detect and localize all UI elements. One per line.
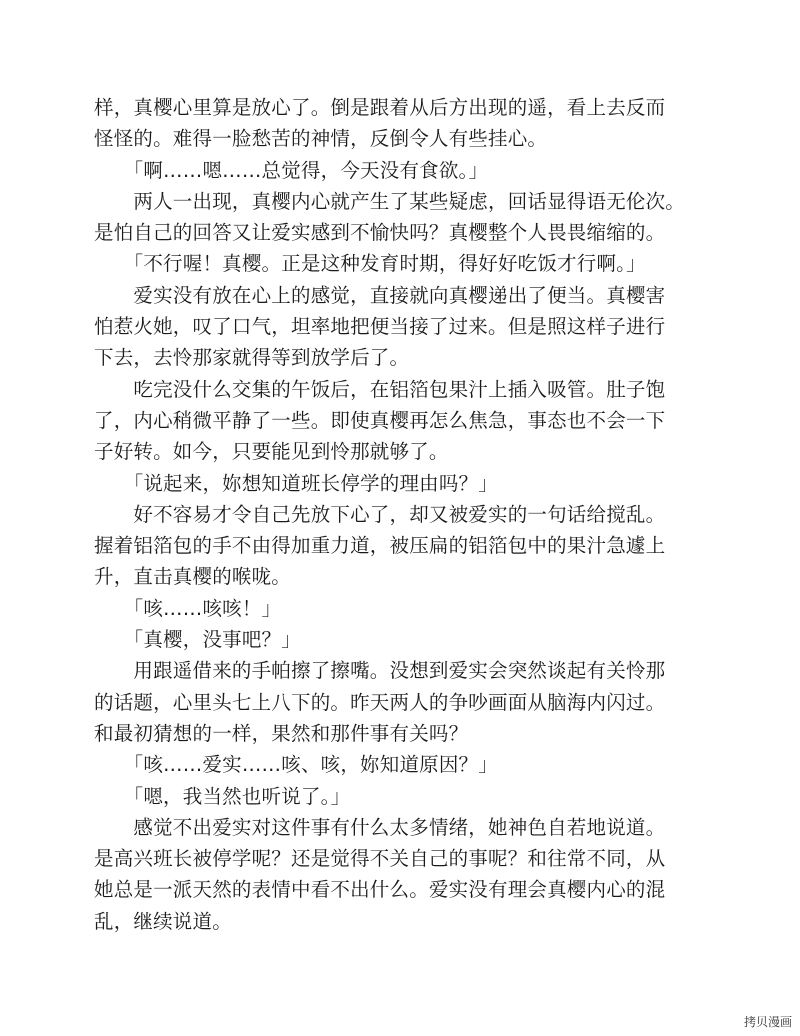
text-line: 是高兴班长被停学呢？还是觉得不关自己的事呢？和往常不同，从 xyxy=(94,847,666,871)
text-line: 怪怪的。难得一脸愁苦的神情，反倒令人有些挂心。 xyxy=(94,127,548,151)
text-line: 爱实没有放在心上的感觉，直接就向真樱递出了便当。真樱害 xyxy=(94,283,666,307)
text-line: 感觉不出爱实对这件事有什么太多情绪，她神色自若地说道。 xyxy=(94,815,666,839)
dialogue-line: 「不行喔！真樱。正是这种发育时期，得好好吃饭才行啊。」 xyxy=(94,252,646,276)
text-line: 两人一出现，真樱内心就产生了某些疑虑，回话显得语无伦次。 xyxy=(94,189,686,213)
text-line: 乱，继续说道。 xyxy=(94,909,232,933)
text-line: 是怕自己的回答又让爱实感到不愉快吗？真樱整个人畏畏缩缩的。 xyxy=(94,221,666,245)
text-line: 握着铝箔包的手不由得加重力道，被压扁的铝箔包中的果汁急遽上 xyxy=(94,534,666,558)
body-text xyxy=(94,92,734,937)
text-line: 她总是一派天然的表情中看不出什么。爱实没有理会真樱内心的混 xyxy=(94,878,666,902)
dialogue-line: 「真樱，没事吧？」 xyxy=(94,628,301,652)
text-line: 子好转。如今，只要能见到怜那就够了。 xyxy=(94,440,449,464)
text-line: 好不容易才令自己先放下心了，却又被爱实的一句话给搅乱。 xyxy=(94,502,666,526)
watermark: 拷贝漫画 xyxy=(743,1015,792,1029)
dialogue-line: 「啊……嗯……总觉得，今天没有食欲。」 xyxy=(94,158,489,182)
text-line: 吃完没什么交集的午饭后，在铝箔包果汁上插入吸管。肚子饱 xyxy=(94,377,666,401)
text-line: 升，直击真樱的喉咙。 xyxy=(94,565,292,589)
dialogue-line: 「咳……咳咳！」 xyxy=(94,596,282,620)
text-line: 的话题，心里头七上八下的。昨天两人的争吵画面从脑海内闪过。 xyxy=(94,690,666,714)
text-line: 样，真樱心里算是放心了。倒是跟着从后方出现的遥，看上去反而 xyxy=(94,96,666,119)
dialogue-line: 「嗯，我当然也听说了。」 xyxy=(94,784,351,808)
text-line: 和最初猜想的一样，果然和那件事有关吗？ xyxy=(94,721,469,745)
dialogue-line: 「咳……爱实……咳、咳，妳知道原因？」 xyxy=(94,753,498,777)
dialogue-line: 「说起来，妳想知道班长停学的理由吗？」 xyxy=(94,471,498,495)
text-line: 下去，去怜那家就得等到放学后了。 xyxy=(94,346,410,370)
text-line: 怕惹火她，叹了口气，坦率地把便当接了过来。但是照这样子进行 xyxy=(94,315,666,339)
text-line: 了，内心稍微平静了一些。即使真樱再怎么焦急，事态也不会一下 xyxy=(94,408,666,432)
text-line: 用跟遥借来的手帕擦了擦嘴。没想到爱实会突然谈起有关怜那 xyxy=(94,659,666,683)
